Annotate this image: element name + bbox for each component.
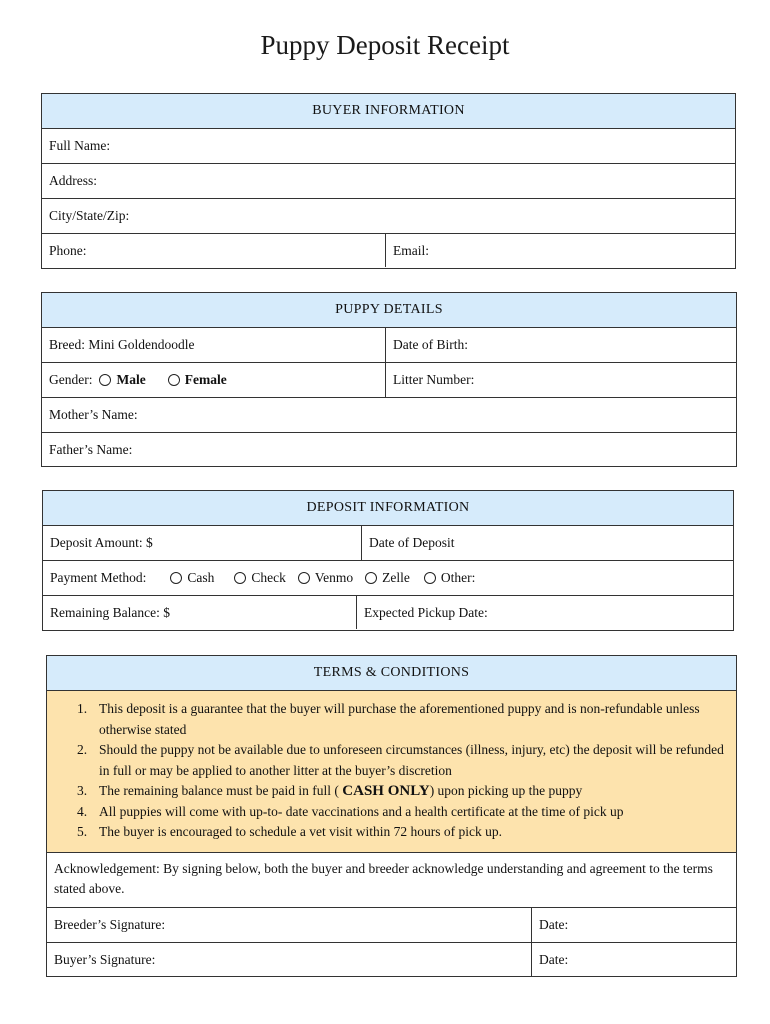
term-text-pre: The remaining balance must be paid in full (: [99, 783, 343, 798]
term-item: [77, 699, 726, 740]
date-of-birth-field[interactable]: Date of Birth:: [393, 337, 468, 352]
litter-number-field[interactable]: Litter Number:: [393, 372, 475, 387]
father-row: [42, 433, 736, 466]
payment-check-radio[interactable]: [234, 570, 286, 586]
mother-name-field[interactable]: Mother’s Name:: [49, 407, 138, 422]
radio-circle-icon: [168, 374, 180, 386]
payment-zelle-radio[interactable]: [365, 570, 410, 586]
buyer-signature-row: [47, 943, 736, 976]
address-field[interactable]: Address:: [49, 173, 97, 188]
term-text: [99, 781, 582, 802]
full-name-row: [42, 129, 735, 164]
page-title: Puppy Deposit Receipt: [260, 30, 510, 60]
city-state-zip-field[interactable]: City/State/Zip:: [49, 208, 130, 223]
term-text-post: ) upon picking up the puppy: [429, 783, 583, 798]
buyer-information-header: BUYER INFORMATION: [42, 94, 735, 129]
deposit-amount-field[interactable]: Deposit Amount: $: [50, 535, 153, 550]
address-row: [42, 164, 735, 199]
remaining-balance-field[interactable]: Remaining Balance: $: [50, 604, 170, 620]
terms-conditions-section: [46, 655, 737, 977]
deposit-information-header: DEPOSIT INFORMATION: [43, 491, 733, 526]
check-label: Check: [251, 570, 286, 585]
gender-row: [42, 363, 736, 398]
payment-method-label: Payment Method:: [50, 570, 147, 585]
phone-field[interactable]: Phone:: [49, 242, 87, 258]
radio-circle-icon: [99, 374, 111, 386]
breed-field[interactable]: Breed: Mini Goldendoodle: [49, 337, 195, 352]
payment-other-radio[interactable]: [424, 570, 476, 586]
expected-pickup-date-field[interactable]: Expected Pickup Date:: [364, 604, 488, 620]
remaining-balance-row: [43, 596, 733, 629]
phone-email-row: [42, 234, 735, 267]
puppy-details-section: [41, 292, 737, 467]
breed-row: [42, 328, 736, 363]
acknowledgement-text: Acknowledgement: By signing below, both the buyer and breeder acknowledge understanding and agreement to the terms stated above.: [47, 853, 736, 908]
female-label: Female: [184, 372, 227, 387]
buyer-information-section: [41, 93, 736, 269]
payment-cash-radio[interactable]: [170, 570, 214, 586]
cash-only-emphasis: CASH ONLY: [342, 783, 430, 799]
term-number: 4.: [77, 803, 88, 819]
term-text: All puppies will come with up-to- date vaccinations and a health certificate at the time of pick up: [99, 803, 624, 819]
term-text: This deposit is a guarantee that the buyer will purchase the aforementioned puppy and is non-refundable unless otherwise stated: [99, 701, 700, 737]
term-number: 3.: [77, 783, 88, 798]
puppy-details-header: PUPPY DETAILS: [42, 293, 736, 328]
radio-circle-icon: [424, 572, 436, 584]
deposit-amount-row: [43, 526, 733, 561]
mother-row: [42, 398, 736, 433]
term-item: [77, 802, 726, 823]
email-field[interactable]: Email:: [393, 242, 429, 258]
term-item: [77, 740, 726, 781]
terms-list: [47, 691, 736, 853]
deposit-information-section: [42, 490, 734, 631]
male-label: Male: [116, 372, 146, 387]
terms-conditions-header: TERMS & CONDITIONS: [47, 656, 736, 691]
payment-venmo-radio[interactable]: [298, 570, 353, 586]
cash-label: Cash: [187, 570, 215, 585]
full-name-field[interactable]: Full Name:: [49, 138, 111, 153]
radio-circle-icon: [298, 572, 310, 584]
gender-male-radio[interactable]: [99, 372, 145, 388]
term-text: Should the puppy not be available due to unforeseen circumstances (illness, injury, etc) the deposit will be refunded in full or may be applied to another litter at the buyer’s discretion: [99, 742, 724, 778]
payment-method-row: [43, 561, 733, 596]
father-name-field[interactable]: Father’s Name:: [49, 441, 133, 457]
term-item: [77, 781, 726, 802]
other-label: Other:: [440, 570, 476, 585]
term-number: 1.: [77, 701, 88, 716]
breeder-signature-field[interactable]: Breeder’s Signature:: [54, 917, 166, 932]
term-number: 5.: [77, 824, 88, 839]
zelle-label: Zelle: [382, 570, 410, 585]
breeder-signature-row: [47, 908, 736, 943]
gender-label: Gender:: [49, 372, 93, 387]
buyer-signature-field[interactable]: Buyer’s Signature:: [54, 951, 156, 967]
venmo-label: Venmo: [314, 570, 354, 585]
radio-circle-icon: [234, 572, 246, 584]
term-number: 2.: [77, 742, 88, 757]
city-row: [42, 199, 735, 234]
term-item: [77, 822, 726, 843]
radio-circle-icon: [170, 572, 182, 584]
term-text: The buyer is encouraged to schedule a vet visit within 72 hours of pick up.: [99, 824, 503, 839]
breeder-date-field[interactable]: Date:: [539, 917, 569, 932]
radio-circle-icon: [365, 572, 377, 584]
gender-female-radio[interactable]: [168, 372, 227, 388]
buyer-date-field[interactable]: Date:: [539, 951, 569, 967]
date-of-deposit-field[interactable]: Date of Deposit: [369, 535, 455, 550]
